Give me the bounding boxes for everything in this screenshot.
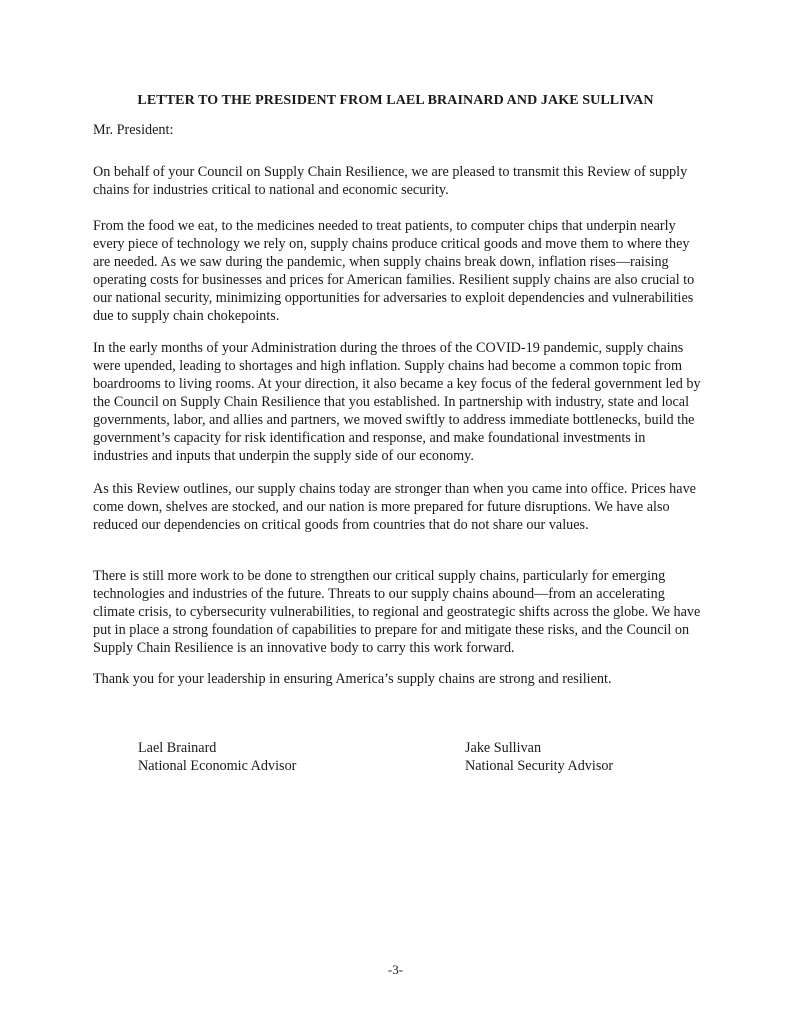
paragraph-transmittal: On behalf of your Council on Supply Chain Resilience, we are pleased to transmit this Review of supply chains for industries critical to national and economic security. xyxy=(93,164,688,198)
paragraph-future-work: There is still more work to be done to strengthen our critical supply chains, particularly for emerging technologies and industries of the future. Threats to our supply chains abound—from an accelerating climate crisis, to cybersecurity vulnerabilities, to regional and geostrategic shifts across the globe. We have put in place a strong foundation of capabilities to prepare for and mitigate these risks, and the Council on Supply Chain Resilience is an innovative body to carry this work forward. xyxy=(93,568,701,656)
paragraph-progress: As this Review outlines, our supply chains today are stronger than when you came into office. Prices have come down, shelves are stocked, and our nation is more prepared for future disruptions. We have also reduced our dependencies on critical goods from countries that do not share our values. xyxy=(93,481,696,533)
paragraph-pandemic: In the early months of your Administration during the throes of the COVID-19 pandemic, supply chains were upended, leading to shortages and high inflation. Supply chains had become a common topic from boardrooms to living rooms. At your direction, it also became a key focus of the federal government led by the Council on Supply Chain Resilience that you established. In partnership with industry, state and local governments, labor, and allies and partners, we moved swiftly to address immediate bottlenecks, build the government’s capacity for risk identification and response, and make foundational investments in industries and inputs that underpin the supply side of our economy. xyxy=(93,340,701,464)
page-number: -3- xyxy=(387,962,404,977)
signatory-role: National Economic Advisor xyxy=(138,758,297,774)
letter-title: LETTER TO THE PRESIDENT FROM LAEL BRAINARD AND JAKE SULLIVAN xyxy=(137,93,654,108)
signature-block-sullivan xyxy=(465,739,613,775)
signatory-name: Jake Sullivan xyxy=(465,740,542,756)
signatory-name: Lael Brainard xyxy=(138,740,217,756)
paragraph-thanks: Thank you for your leadership in ensuring America’s supply chains are strong and resilient. xyxy=(93,671,612,687)
signature-block-brainard xyxy=(138,739,296,775)
salutation: Mr. President: xyxy=(93,122,174,138)
signatory-role: National Security Advisor xyxy=(465,758,614,774)
paragraph-importance: From the food we eat, to the medicines needed to treat patients, to computer chips that underpin nearly every piece of technology we rely on, supply chains produce critical goods and move them to where they are needed. As we saw during the pandemic, when supply chains break down, inflation rises—raising operating costs for businesses and prices for American families. Resilient supply chains are also crucial to our national security, minimizing opportunities for adversaries to exploit dependencies and vulnerabilities due to supply chain chokepoints. xyxy=(93,218,695,324)
